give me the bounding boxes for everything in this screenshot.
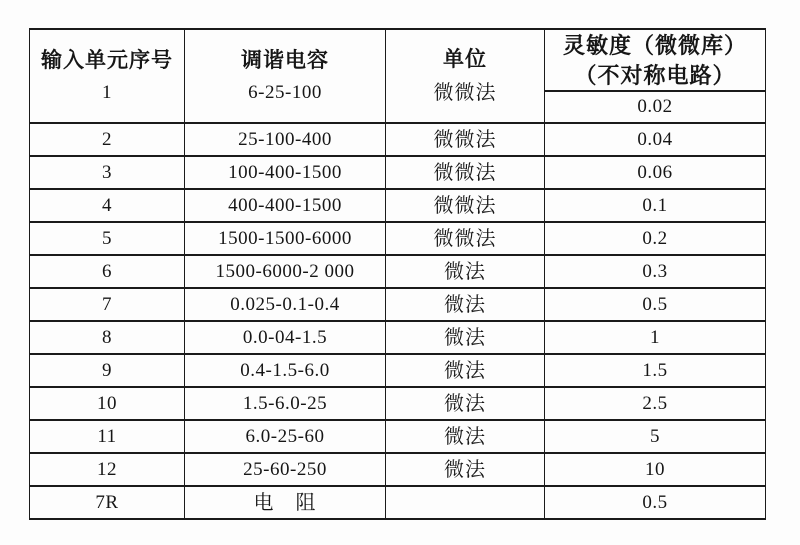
cell-sensitivity: 0.06 — [545, 156, 766, 189]
cell-serial: 12 — [30, 453, 185, 486]
cell-sensitivity: 2.5 — [545, 387, 766, 420]
cell-unit: 微微法 — [386, 123, 545, 156]
header-row — [30, 29, 766, 91]
cell-sensitivity: 1 — [545, 321, 766, 354]
cell-capacitance: 0.025-0.1-0.4 — [185, 288, 386, 321]
cell-unit: 微微法 — [386, 156, 545, 189]
cell-sensitivity: 0.1 — [545, 189, 766, 222]
table-row — [30, 420, 766, 453]
cell-serial: 7R — [30, 486, 185, 519]
cell-serial: 4 — [30, 189, 185, 222]
cell-capacitance: 1.5-6.0-25 — [185, 387, 386, 420]
cell-sensitivity: 0.04 — [545, 123, 766, 156]
sensitivity-table — [29, 28, 766, 520]
cell-unit: 微微法 — [386, 189, 545, 222]
cell-capacitance: 400-400-1500 — [185, 189, 386, 222]
cell-serial: 5 — [30, 222, 185, 255]
table-row — [30, 255, 766, 288]
cell-capacitance: 6-25-100 — [248, 81, 322, 103]
cell-capacitance: 1500-1500-6000 — [185, 222, 386, 255]
table-row — [30, 288, 766, 321]
cell-serial: 7 — [30, 288, 185, 321]
cell-unit — [386, 486, 545, 519]
table-row — [30, 453, 766, 486]
header-cell-unit — [386, 29, 545, 123]
cell-unit: 微法 — [386, 321, 545, 354]
table-row — [30, 387, 766, 420]
cell-unit: 微法 — [386, 387, 545, 420]
cell-capacitance: 0.4-1.5-6.0 — [185, 354, 386, 387]
header-sensitivity-line1: 灵敏度（微微库） — [562, 32, 747, 58]
cell-capacitance: 1500-6000-2 000 — [185, 255, 386, 288]
cell-unit: 微法 — [386, 453, 545, 486]
cell-serial: 6 — [30, 255, 185, 288]
cell-sensitivity: 0.5 — [545, 486, 766, 519]
cell-unit: 微微法 — [386, 222, 545, 255]
cell-sensitivity: 0.02 — [545, 91, 766, 123]
cell-capacitance: 25-60-250 — [185, 453, 386, 486]
header-cell-serial — [30, 29, 185, 123]
table-row — [30, 486, 766, 519]
cell-serial: 9 — [30, 354, 185, 387]
header-unit-label: 单位 — [443, 47, 487, 71]
cell-unit: 微微法 — [433, 81, 497, 104]
cell-sensitivity: 5 — [545, 420, 766, 453]
cell-serial: 8 — [30, 321, 185, 354]
cell-sensitivity: 0.3 — [545, 255, 766, 288]
cell-capacitance: 0.0-04-1.5 — [185, 321, 386, 354]
header-sensitivity-line2: （不对称电路） — [574, 62, 736, 88]
cell-capacitance: 6.0-25-60 — [185, 420, 386, 453]
cell-serial: 11 — [30, 420, 185, 453]
cell-serial: 3 — [30, 156, 185, 189]
cell-capacitance: 25-100-400 — [185, 123, 386, 156]
cell-unit: 微法 — [386, 354, 545, 387]
header-cell-sensitivity — [545, 29, 766, 91]
cell-sensitivity: 0.5 — [545, 288, 766, 321]
cell-serial: 10 — [30, 387, 185, 420]
header-serial-label: 输入单元序号 — [41, 48, 173, 72]
header-cell-capacitance — [185, 29, 386, 123]
table-row — [30, 321, 766, 354]
cell-unit: 微法 — [386, 288, 545, 321]
cell-unit: 微法 — [386, 255, 545, 288]
cell-sensitivity: 1.5 — [545, 354, 766, 387]
table-row — [30, 189, 766, 222]
cell-sensitivity: 10 — [545, 453, 766, 486]
cell-sensitivity: 0.2 — [545, 222, 766, 255]
table-row — [30, 123, 766, 156]
cell-serial: 2 — [30, 123, 185, 156]
header-capacitance-label: 调谐电容 — [241, 48, 329, 72]
cell-serial: 1 — [102, 81, 112, 103]
table-row — [30, 222, 766, 255]
table-row — [30, 354, 766, 387]
table-row — [30, 156, 766, 189]
cell-capacitance: 100-400-1500 — [185, 156, 386, 189]
cell-unit: 微法 — [386, 420, 545, 453]
cell-capacitance: 电 阻 — [185, 486, 386, 519]
